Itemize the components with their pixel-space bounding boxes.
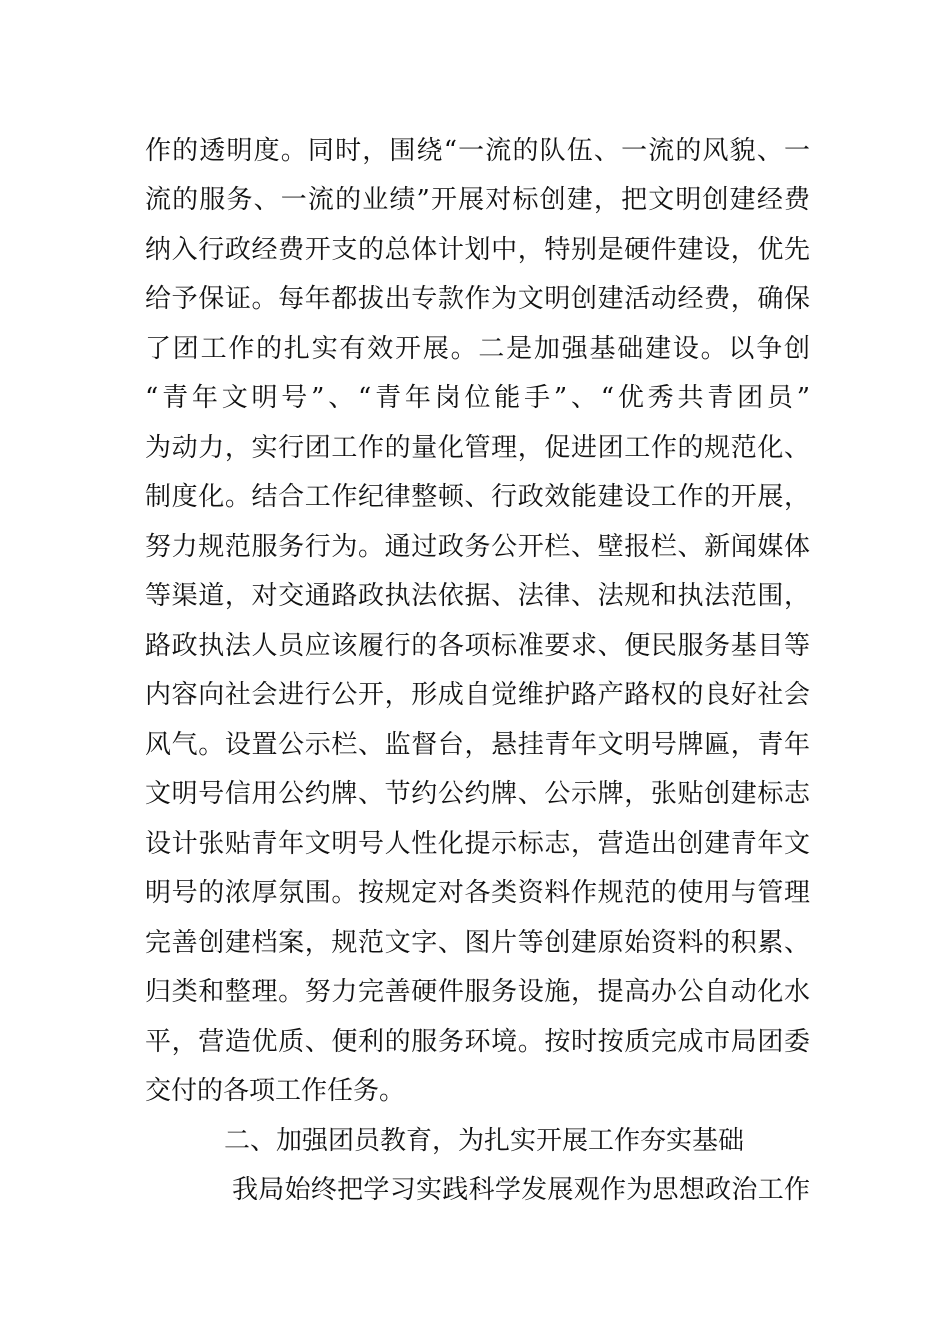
body-paragraph-2-first-line: 我局始终把学习实践科学发展观作为思想政治工作	[232, 1175, 810, 1205]
text-line: 设计张贴青年文明号人性化提示标志，营造出创建青年文	[145, 829, 810, 859]
text-line: 交付的各项工作任务。	[145, 1076, 406, 1106]
text-line: 了团工作的扎实有效开展。二是加强基础建设。以争创	[145, 334, 810, 364]
text-line: 制度化。结合工作纪律整顿、行政效能建设工作的开展，	[145, 482, 810, 512]
text-line: 文明号信用公约牌、节约公约牌、公示牌，张贴创建标志	[145, 779, 810, 809]
text-line: 给予保证。每年都拔出专款作为文明创建活动经费，确保	[145, 284, 810, 314]
text-line: 完善创建档案，规范文字、图片等创建原始资料的积累、	[145, 928, 810, 958]
text-line: 平，营造优质、便利的服务环境。按时按质完成市局团委	[145, 1027, 810, 1057]
text-line: 为动力，实行团工作的量化管理，促进团工作的规范化、	[145, 433, 810, 463]
text-line: 作的透明度。同时，围绕“一流的队伍、一流的风貌、一	[145, 136, 810, 166]
text-line: 等渠道，对交通路政执法依据、法律、法规和执法范围，	[145, 581, 810, 611]
text-line: 努力规范服务行为。通过政务公开栏、壁报栏、新闻媒体	[145, 532, 810, 562]
text-line: 纳入行政经费开支的总体计划中，特别是硬件建设，优先	[145, 235, 810, 265]
text-line: 流的服务、一流的业绩”开展对标创建，把文明创建经费	[145, 185, 810, 215]
text-line: 归类和整理。努力完善硬件服务设施，提高办公自动化水	[145, 977, 810, 1007]
text-line: “青年文明号”、“青年岗位能手”、“优秀共青团员”	[145, 383, 810, 413]
text-line: 风气。设置公示栏、监督台，悬挂青年文明号牌匾，青年	[145, 730, 810, 760]
text-line: 明号的浓厚氛围。按规定对各类资料作规范的使用与管理	[145, 878, 810, 908]
text-line: 路政执法人员应该履行的各项标准要求、便民服务基目等	[145, 631, 810, 661]
section-heading: 二、加强团员教育，为扎实开展工作夯实基础	[224, 1126, 745, 1156]
text-line: 内容向社会进行公开，形成自觉维护路产路权的良好社会	[145, 680, 810, 710]
